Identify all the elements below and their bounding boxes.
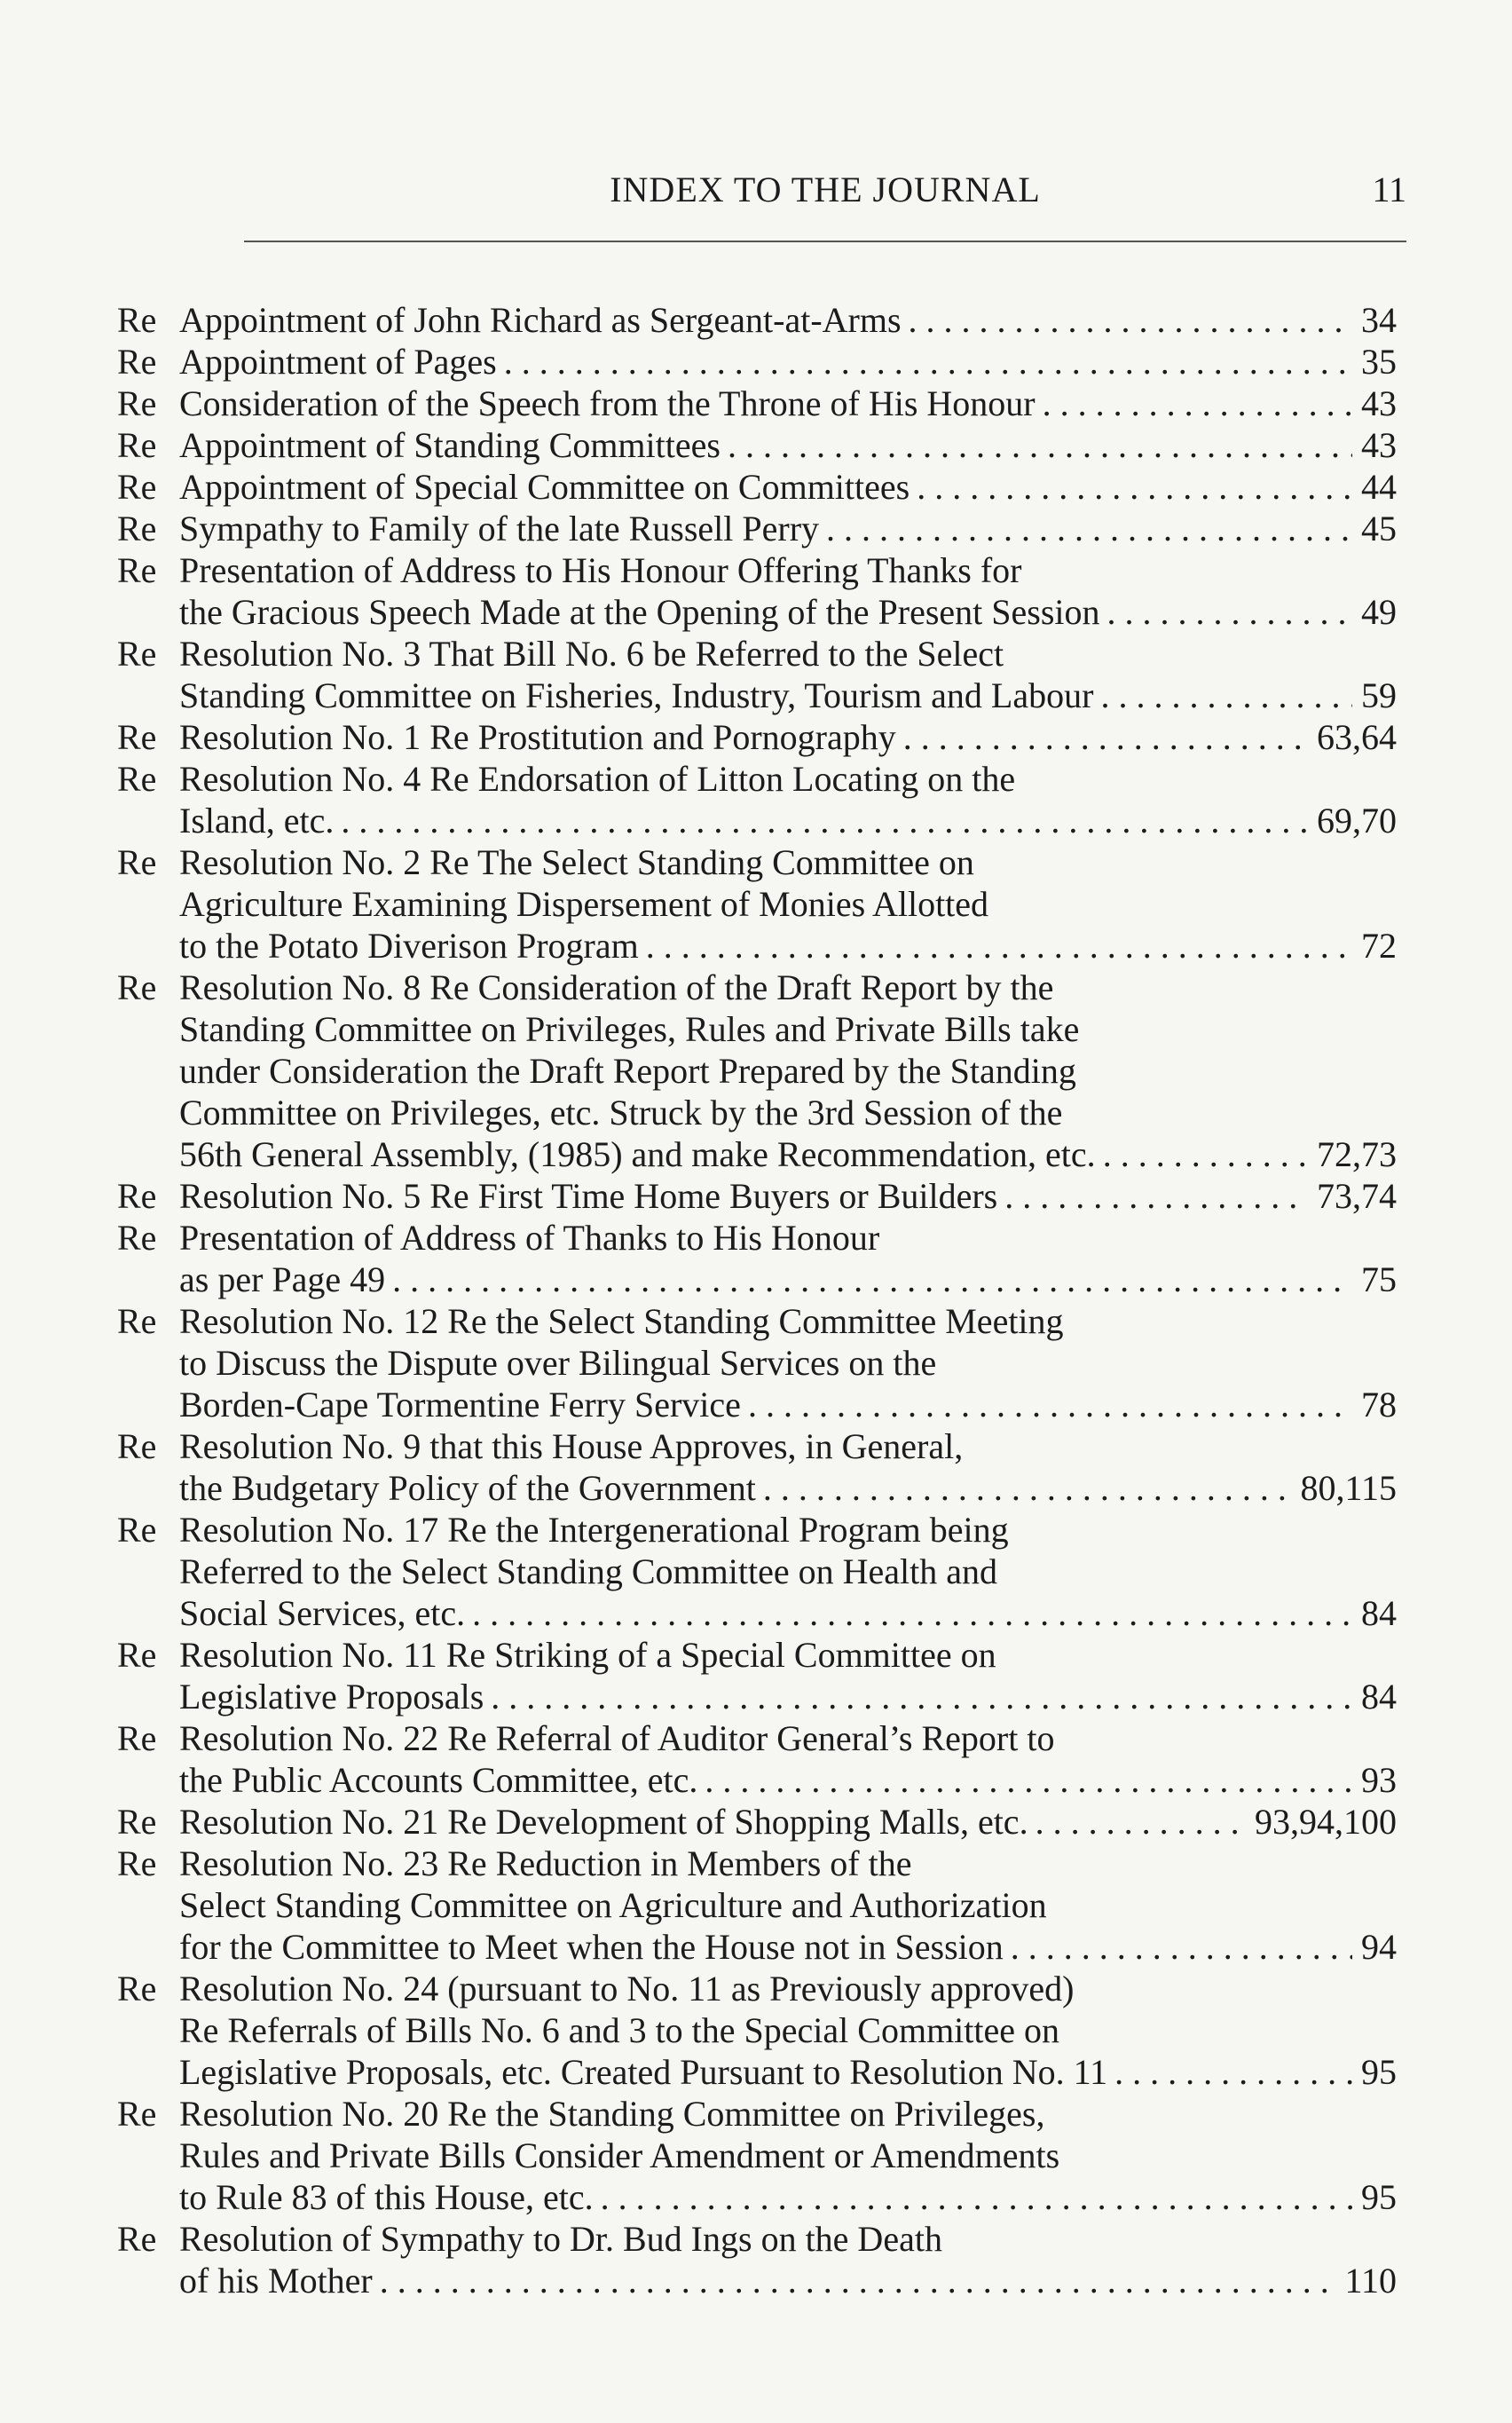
entry-line: Select Standing Committee on Agriculture and Authorization [179,1885,1047,1925]
entry-line: Legislative Proposals [179,1677,484,1717]
dot-leader [392,1259,1352,1300]
page-reference: 69,70 [1317,801,1397,841]
entry-final-line [179,1759,1397,1801]
entry-body [179,1634,1397,1717]
entry-prefix: Re [117,550,157,590]
entry-line: Rules and Private Bills Consider Amendment or Amendments [179,2135,1060,2175]
entry-line: Committee on Privileges, etc. Struck by the 3rd Session of the [179,1093,1063,1133]
entry-prefix: Re [117,342,157,382]
entry-prefix: Re [117,425,157,465]
page-reference: 63,64 [1317,717,1397,757]
entry-final-line [179,925,1397,967]
entry-line: Resolution No. 1 Re Prostitution and Pornography [179,717,896,757]
entry-line: Presentation of Address to His Honour Offering Thanks for [179,550,1022,590]
entry-line: Referred to the Select Standing Committee on Health and [179,1551,997,1591]
entry-final-line [179,2051,1397,2093]
entry-line: Resolution No. 9 that this House Approves, in General, [179,1426,964,1466]
entry-line: Appointment of Pages [179,342,497,382]
entry-final-line [179,299,1397,341]
dot-leader [826,508,1352,549]
index-entry [117,466,1397,508]
entry-line: Standing Committee on Fisheries, Industry, Tourism and Labour [179,675,1094,715]
entry-prefix: Re [117,1426,157,1466]
running-title: INDEX TO THE JOURNAL [610,170,1041,209]
entry-line: Re Referrals of Bills No. 6 and 3 to the Special Committee on [179,2010,1060,2050]
entry-line: Resolution No. 8 Re Consideration of the Draft Report by the [179,967,1054,1007]
index-entry [117,1509,1397,1634]
entry-line: Standing Committee on Privileges, Rules and Private Bills take [179,1009,1080,1049]
entry-body [179,716,1397,758]
entry-body [179,1509,1397,1634]
entry-final-line [179,1384,1397,1425]
dot-leader [1107,591,1352,633]
entry-line: Presentation of Address of Thanks to His Honour [179,1218,880,1258]
page-reference: 72 [1361,926,1397,966]
page-reference: 44 [1361,467,1397,507]
page-header [244,169,1406,218]
index-entry [117,1801,1397,1843]
dot-leader [748,1384,1352,1425]
entry-prefix: Re [117,634,157,674]
entry-body [179,841,1397,967]
page-reference: 93,94,100 [1255,1802,1397,1842]
dot-leader [646,925,1352,967]
index-entry [117,1175,1397,1217]
entry-final-line [179,1676,1397,1717]
entry-final-line [179,1926,1397,1968]
dot-leader [1114,2051,1352,2093]
entry-line: the Public Accounts Committee, etc. [179,1760,698,1800]
dot-leader [917,466,1352,508]
entry-line: the Gracious Speech Made at the Opening of the Present Session [179,592,1100,632]
index-entry [117,1843,1397,1968]
entry-line: Island, etc. [179,801,335,841]
entry-prefix: Re [117,300,157,340]
header-rule [244,241,1406,242]
dot-leader [1103,1133,1308,1175]
page-reference: 95 [1361,2052,1397,2092]
entry-line: under Consideration the Draft Report Prepared by the Standing [179,1051,1076,1091]
entry-line: Borden-Cape Tormentine Ferry Service [179,1385,741,1425]
entry-prefix: Re [117,1718,157,1758]
index-entry [117,383,1397,424]
page-reference: 72,73 [1317,1134,1397,1174]
index-entry [117,299,1397,341]
dot-leader [1043,383,1352,424]
entry-body [179,466,1397,508]
entry-final-line [179,675,1397,716]
index-entries [117,299,1397,2301]
entry-body [179,383,1397,424]
index-entry [117,508,1397,549]
dot-leader [341,800,1308,841]
entry-prefix: Re [117,759,157,799]
entry-body [179,299,1397,341]
entry-line: Resolution No. 5 Re First Time Home Buyers or Builders [179,1176,998,1216]
entry-line: Resolution No. 24 (pursuant to No. 11 as Previously approved) [179,1969,1075,2009]
entry-prefix: Re [117,2219,157,2259]
page-reference: 84 [1361,1677,1397,1717]
entry-line: Resolution of Sympathy to Dr. Bud Ings on the Death [179,2219,942,2259]
entry-line: Appointment of Special Committee on Committees [179,467,910,507]
page-reference: 59 [1361,675,1397,715]
page-reference: 110 [1344,2261,1397,2301]
entry-body [179,1425,1397,1509]
dot-leader [504,341,1352,383]
entry-line: as per Page 49 [179,1259,386,1299]
page-reference: 43 [1361,425,1397,465]
entry-final-line [179,424,1397,466]
entry-final-line [179,383,1397,424]
entry-line: Legislative Proposals, etc. Created Pursuant to Resolution No. 11 [179,2052,1108,2092]
index-entry [117,341,1397,383]
entry-final-line [179,466,1397,508]
index-entry [117,1717,1397,1801]
entry-line: Resolution No. 11 Re Striking of a Special Committee on [179,1635,996,1675]
dot-leader [1100,675,1352,716]
page-reference: 84 [1361,1593,1397,1633]
entry-line: Resolution No. 23 Re Reduction in Members of the [179,1843,912,1883]
entry-final-line [179,1175,1397,1217]
entry-line: Social Services, etc. [179,1593,466,1633]
entry-final-line [179,341,1397,383]
entry-prefix: Re [117,1802,157,1842]
page-reference: 73,74 [1317,1176,1397,1216]
entry-line: Agriculture Examining Dispersement of Monies Allotted [179,884,989,924]
entry-line: Resolution No. 4 Re Endorsation of Litton Locating on the [179,759,1016,799]
entry-body [179,1843,1397,1968]
entry-body [179,549,1397,633]
entry-final-line [179,2176,1397,2218]
entry-line: to the Potato Diverison Program [179,926,639,966]
entry-line: 56th General Assembly, (1985) and make Recommendation, etc. [179,1134,1096,1174]
index-entry [117,841,1397,967]
entry-line: Consideration of the Speech from the Throne of His Honour [179,383,1036,423]
entry-final-line [179,2260,1397,2301]
entry-line: the Budgetary Policy of the Government [179,1468,756,1508]
page-number: 11 [1372,170,1406,209]
entry-body [179,1175,1397,1217]
dot-leader [1004,1175,1308,1217]
entry-line: of his Mother [179,2261,373,2301]
page-reference: 75 [1361,1259,1397,1299]
index-entry [117,633,1397,716]
entry-line: to Rule 83 of this House, etc. [179,2177,594,2217]
entry-body [179,1801,1397,1843]
entry-prefix: Re [117,717,157,757]
entry-prefix: Re [117,1176,157,1216]
entry-line: Resolution No. 21 Re Development of Shopping Malls, etc. [179,1802,1028,1842]
entry-prefix: Re [117,467,157,507]
entry-line: Resolution No. 3 That Bill No. 6 be Referred to the Select [179,634,1004,674]
entry-prefix: Re [117,1510,157,1550]
page-reference: 80,115 [1300,1468,1397,1508]
entry-body [179,758,1397,841]
index-entry [117,758,1397,841]
entry-final-line [179,1133,1397,1175]
dot-leader [903,716,1308,758]
entry-prefix: Re [117,1635,157,1675]
dot-leader [909,299,1352,341]
index-entry [117,2093,1397,2218]
index-entry [117,967,1397,1175]
entry-line: Resolution No. 2 Re The Select Standing Committee on [179,842,974,882]
dot-leader [728,424,1352,466]
entry-prefix: Re [117,2094,157,2134]
entry-line: Appointment of Standing Committees [179,425,721,465]
entry-body [179,341,1397,383]
page-reference: 95 [1361,2177,1397,2217]
entry-line: for the Committee to Meet when the House not in Session [179,1927,1004,1967]
dot-leader [763,1467,1292,1509]
entry-body [179,2218,1397,2301]
entry-body [179,1300,1397,1425]
entry-body [179,424,1397,466]
page-reference: 43 [1361,383,1397,423]
index-entry [117,716,1397,758]
entry-prefix: Re [117,1843,157,1883]
entry-final-line [179,800,1397,841]
entry-body [179,967,1397,1175]
index-entry [117,1425,1397,1509]
page-reference: 45 [1361,509,1397,549]
entry-prefix: Re [117,1301,157,1341]
entry-line: Resolution No. 22 Re Referral of Auditor General’s Report to [179,1718,1055,1758]
entry-final-line [179,1801,1397,1843]
entry-body [179,1217,1397,1300]
index-entry [117,1968,1397,2093]
index-entry [117,1217,1397,1300]
page-reference: 78 [1361,1385,1397,1425]
entry-final-line [179,716,1397,758]
page-reference: 35 [1361,342,1397,382]
entry-body [179,1968,1397,2093]
entry-prefix: Re [117,842,157,882]
entry-final-line [179,1592,1397,1634]
index-entry [117,424,1397,466]
index-entry [117,549,1397,633]
entry-line: to Discuss the Dispute over Bilingual Services on the [179,1343,937,1383]
entry-line: Resolution No. 12 Re the Select Standing Committee Meeting [179,1301,1064,1341]
entry-final-line [179,508,1397,549]
page-reference: 34 [1361,300,1397,340]
dot-leader [472,1592,1352,1634]
dot-leader [705,1759,1352,1801]
entry-prefix: Re [117,1969,157,2009]
entry-body [179,508,1397,549]
dot-leader [1011,1926,1352,1968]
page-reference: 94 [1361,1927,1397,1967]
index-entry [117,2218,1397,2301]
entry-line: Resolution No. 17 Re the Intergenerational Program being [179,1510,1009,1550]
entry-body [179,1717,1397,1801]
index-entry [117,1300,1397,1425]
dot-leader [380,2260,1336,2301]
entry-prefix: Re [117,1218,157,1258]
dot-leader [1036,1801,1246,1843]
dot-leader [601,2176,1352,2218]
page-reference: 93 [1361,1760,1397,1800]
entry-line: Resolution No. 20 Re the Standing Committee on Privileges, [179,2094,1045,2134]
entry-final-line [179,1259,1397,1300]
entry-body [179,2093,1397,2218]
dot-leader [491,1676,1352,1717]
entry-final-line [179,1467,1397,1509]
entry-prefix: Re [117,509,157,549]
entry-line: Appointment of John Richard as Sergeant-at-Arms [179,300,902,340]
entry-body [179,633,1397,716]
entry-prefix: Re [117,383,157,423]
entry-prefix: Re [117,967,157,1007]
entry-final-line [179,591,1397,633]
entry-line: Sympathy to Family of the late Russell Perry [179,509,820,549]
page-reference: 49 [1361,592,1397,632]
index-entry [117,1634,1397,1717]
